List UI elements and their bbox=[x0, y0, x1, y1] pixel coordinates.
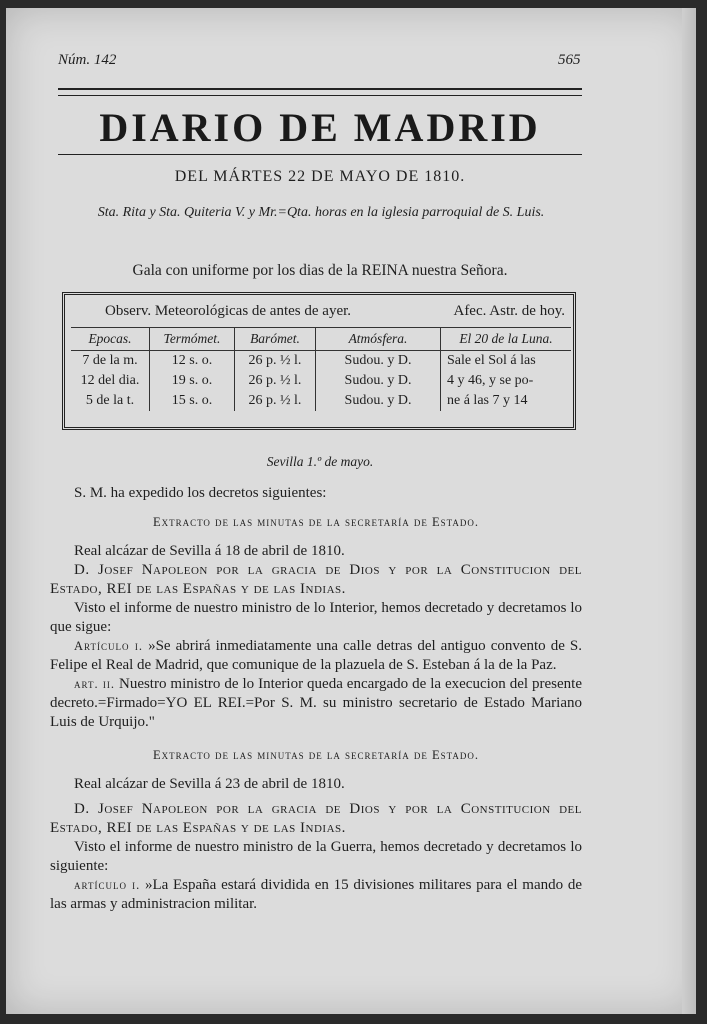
weather-header-row bbox=[71, 328, 571, 351]
cell-luna: ne á las 7 y 14 bbox=[441, 391, 572, 411]
article-body bbox=[50, 484, 582, 914]
place-dateline: Sevilla 1.º de mayo. bbox=[266, 454, 374, 469]
cell-barometro: 26 p. ½ l. bbox=[235, 351, 316, 372]
article-text: Nuestro ministro de lo Interior queda encargado de la execucion del presente decreto.=Firmado=YO EL REI.=Por S. M. su ministro secretario de Estado Mariano Luis de Urquijo." bbox=[50, 676, 582, 730]
article-text: »La España estará dividida en 15 divisiones militares para el mando de las armas y administracion militar. bbox=[50, 877, 583, 912]
extract-2-title: Extracto de las minutas de la secretaría de Estado. bbox=[152, 748, 480, 762]
page-edge bbox=[682, 8, 696, 1014]
extract-1-date: Real alcázar de Sevilla á 18 de abril de 1810. bbox=[74, 543, 345, 559]
weather-table bbox=[71, 327, 571, 411]
extract-1-title: Extracto de las minutas de la secretaría de Estado. bbox=[152, 515, 480, 529]
weather-table-box bbox=[62, 292, 576, 430]
article-label: artículo i. bbox=[74, 878, 141, 892]
cell-termometro: 15 s. o. bbox=[150, 391, 235, 411]
extract-2-king: D. Josef Napoleon por la gracia de Dios y por la Constitucion del Estado, REI de las Españas y de las Indias. bbox=[50, 801, 582, 836]
cell-termometro: 12 s. o. bbox=[150, 351, 235, 372]
cell-epoca: 5 de la t. bbox=[85, 393, 135, 408]
cell-epoca: 7 de la m. bbox=[82, 353, 138, 368]
extract-2-article-1 bbox=[50, 876, 582, 914]
cell-barometro: 26 p. ½ l. bbox=[235, 371, 316, 391]
header-rule bbox=[58, 88, 582, 96]
masthead-title: DIARIO DE MADRID bbox=[99, 105, 541, 150]
masthead-rule bbox=[58, 154, 582, 157]
extract-1-article-2 bbox=[50, 675, 582, 732]
article-label: art. ii. bbox=[74, 677, 116, 691]
gala-notice: Gala con uniforme por los dias de la REINA nuestra Señora. bbox=[132, 262, 508, 279]
page-number: 565 bbox=[558, 52, 581, 68]
col-luna: El 20 de la Luna. bbox=[441, 328, 572, 351]
extract-2-visto: Visto el informe de nuestro ministro de la Guerra, hemos decretado y decretamos lo siguiente: bbox=[50, 839, 582, 874]
cell-atmosfera: Sudou. y D. bbox=[316, 371, 441, 391]
cell-termometro: 19 s. o. bbox=[150, 371, 235, 391]
dateline: DEL MÁRTES 22 DE MAYO DE 1810. bbox=[174, 168, 466, 185]
weather-heading-left: Observ. Meteorológicas de antes de ayer. bbox=[105, 303, 352, 319]
col-epocas: Epocas. bbox=[71, 328, 150, 351]
cell-luna: 4 y 46, y se po- bbox=[441, 371, 572, 391]
extract-1-king: D. Josef Napoleon por la gracia de Dios y por la Constitucion del Estado, REI de las Españas y de las Indias. bbox=[50, 562, 582, 597]
issue-number: Núm. 142 bbox=[58, 52, 117, 68]
table-row bbox=[71, 391, 571, 411]
article-text: »Se abrirá inmediatamente una calle detras del antiguo convento de S. Felipe el Real de Madrid, que comunique de la plazuela de S. Esteban á la de la Paz. bbox=[50, 638, 582, 673]
extract-1-article-1 bbox=[50, 637, 582, 675]
newspaper-page bbox=[6, 8, 696, 1014]
col-atmosfera: Atmósfera. bbox=[316, 328, 441, 351]
cell-atmosfera: Sudou. y D. bbox=[316, 391, 441, 411]
cell-atmosfera: Sudou. y D. bbox=[316, 351, 441, 372]
cell-epoca: 12 del dia. bbox=[80, 373, 140, 388]
saints-of-the-day: Sta. Rita y Sta. Quiteria V. y Mr.=Qta. horas en la iglesia parroquial de S. Luis. bbox=[97, 205, 545, 220]
extract-2-date: Real alcázar de Sevilla á 23 de abril de 1810. bbox=[74, 776, 345, 792]
weather-heading-right: Afec. Astr. de hoy. bbox=[453, 303, 565, 319]
intro-paragraph: S. M. ha expedido los decretos siguientes: bbox=[74, 485, 327, 501]
article-label: Artículo i. bbox=[74, 639, 144, 653]
cell-luna: Sale el Sol á las bbox=[441, 351, 572, 372]
table-row bbox=[71, 371, 571, 391]
col-termometro: Termómet. bbox=[150, 328, 235, 351]
cell-barometro: 26 p. ½ l. bbox=[235, 391, 316, 411]
col-barometro: Barómet. bbox=[235, 328, 316, 351]
table-row bbox=[71, 351, 571, 372]
extract-1-visto: Visto el informe de nuestro ministro de lo Interior, hemos decretado y decretamos lo que sigue: bbox=[50, 600, 582, 635]
